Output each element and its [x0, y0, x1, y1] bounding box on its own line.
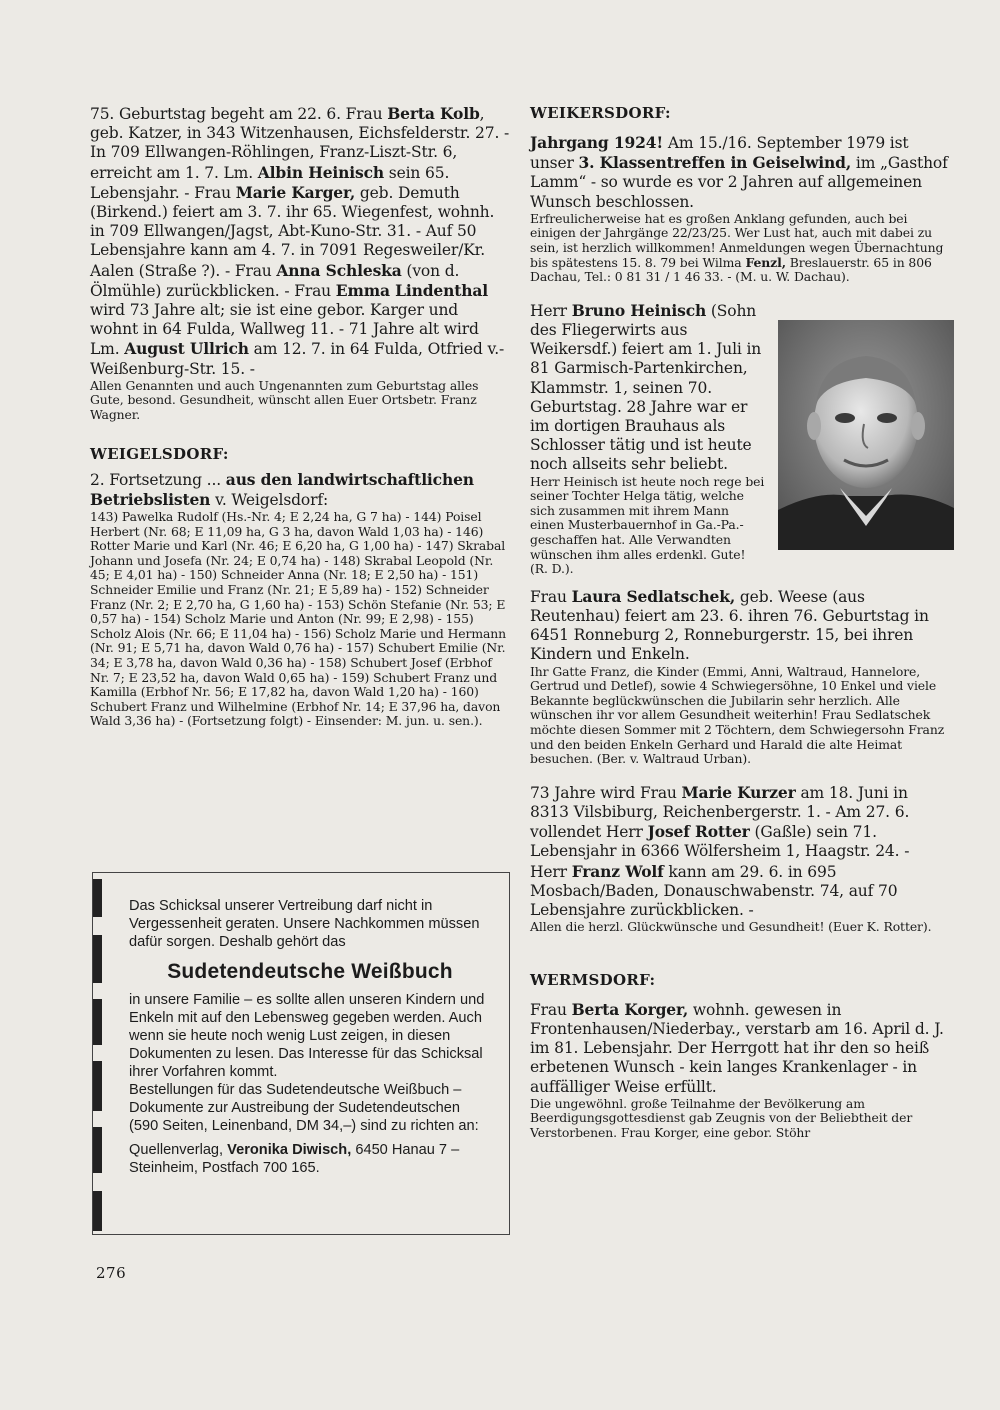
heinisch-paragraph	[530, 301, 766, 475]
notice-bar	[93, 1191, 102, 1231]
text-run: Breslauerstr. 65 in 806 Dachau, Tel.: 0 81 31 / 1 46 33. - (M. u. W. Dachau).	[530, 254, 932, 285]
weigelsdorf-list: 143) Pawelka Rudolf (Hs.-Nr. 4; E 2,24 ha, G 7 ha) - 144) Poisel Herbert (Nr. 68; E 11,09 ha, G 3 ha, davon Wald 1,03 ha) - 146) Rotter Marie und Karl (Nr. 46; E 6,20 ha, G 1,00 ha) - 147) Skrabal Johann und Josefa (Nr. 24; E 0,74 ha) - 148) Skrabal Leopold (Nr. 45; E 4,01 ha) - 150) Schneider Anna (Nr. 18; E 2,50 ha) - 151) Schneider Emilie und Franz (Nr. 21; E 5,89 ha) - 152) Schneider Franz (Nr. 2; E 2,70 ha, G 1,60 ha) - 153) Schön Stefanie (Nr. 53; E 0,57 ha) - 154) Scholz Marie und Anton (Nr. 99; E 2,98) - 155) Scholz Alois (Nr. 66; E 11,04 ha) - 156) Scholz Marie und Hermann (Nr. 91; E 5,71 ha, davon Wald 0,76 ha) - 157) Schubert Emilie (Nr. 34; E 3,78 ha, davon Wald 0,36 ha) - 158) Schubert Josef (Erbhof Nr. 7; E 23,52 ha, davon Wald 0,65 ha) - 159) Schubert Franz und Kamilla (Erbhof Nr. 56; E 17,82 ha, davon Wald 1,20 ha) - 160) Schubert Franz und Wilhelmine (Erbhof Nr. 14; E 37,96 ha, davon Wald 3,36 ha) - (Fortsetzung folgt) - Einsender: M. jun. u. sen.).	[90, 509, 507, 729]
left-column	[90, 104, 510, 729]
name-fenzl: Fenzl,	[745, 254, 786, 270]
kurzer-note: Allen die herzl. Glückwünsche und Gesundheit! (Euer K. Rotter).	[530, 919, 932, 935]
name-berta-korger: Berta Korger,	[571, 999, 689, 1019]
section-heading-weikersdorf: WEIKERSDORF:	[530, 104, 671, 122]
text-run: 2. Fortsetzung ...	[90, 470, 226, 489]
text-run: kann am 29. 6. in 695 Mosbach/Baden, Donauschwabenstr. 74, auf 70 Lebensjahre zurückblicken. -	[530, 862, 898, 919]
notice-intro: Das Schicksal unserer Vertreibung darf nicht in Vergessenheit geraten. Unsere Nachkommen müssen dafür sorgen. Deshalb gehört das	[129, 898, 480, 950]
portrait-photo	[778, 320, 954, 550]
notice-bar	[93, 935, 102, 983]
text-run: geb. Demuth (Birkend.) feiert am 3. 7. ihr 65. Wiegenfest, wohnh. in 709 Ellwangen/Jagst, Abt-Kuno-Str. 31. - Auf 50 Lebensjahre kann am 4. 7. in 7091 Regesweiler/Kr. Aalen (Straße ?). - Frau	[90, 183, 495, 280]
text-run: Am 15./16. September 1979 ist unser	[530, 134, 909, 173]
text-run: (Sohn des Fliegerwirts aus Weikersdf.) feiert am 1. Juli in 81 Garmisch-Partenkirchen, Klammstr. 1, seinen 70. Geburtstag. 28 Jahre war er im dortigen Brauhaus als Schlosser tätig und ist heute noch allseits sehr beliebt.	[530, 301, 762, 474]
sedlatschek-paragraph	[530, 587, 950, 665]
text-run: 73 Jahre wird Frau	[530, 783, 682, 802]
notice-bar	[93, 999, 102, 1045]
weikersdorf-details	[530, 212, 950, 285]
notice-body: in unsere Familie – es sollte allen unseren Kindern und Enkeln mit auf den Lebensweg gegeben werden. Auch wenn sie heute noch wenig Lust zeigen, in diesen Dokumenten zu lesen. Das Interesse für das Schicksal ihrer Vorfahren kommt.	[129, 992, 485, 1080]
page-number: 276	[96, 1264, 127, 1282]
text-run: , geb. Katzer, in 343 Witzenhausen, Eichsfelderstr. 27. - In 709 Ellwangen-Röhlingen, Franz-Liszt-Str. 6, erreicht am 1. 7. Lm.	[90, 105, 510, 182]
text-run: geb. Weese (aus Reutenhau) feiert am 23. 6. ihren 76. Geburtstag in 6451 Ronneburg 2, Ronneburgerstr. 15, bei ihren Kindern und Enkeln.	[530, 587, 929, 664]
section-heading-wermsdorf: WERMSDORF:	[530, 970, 656, 989]
name-josef-rotter: Josef Rotter	[647, 822, 750, 842]
birthday-greeting: Allen Genannten und auch Ungenannten zum Geburtstag alles Gute, besond. Gesundheit, wünscht allen Euer Ortsbetr. Franz Wagner.	[90, 377, 479, 423]
text-run: am 12. 7. in 64 Fulda, Otfried v.-Weißenburg-Str. 15. -	[90, 340, 505, 378]
text-run: v. Weigelsdorf:	[210, 490, 329, 509]
text-run: am 18. Juni in 8313 Vilsbiburg, Reichenbergerstr. 1. - Am 27. 6. vollendet Herr	[530, 783, 910, 842]
text-run: (von d. Ölmühle) zurückblicken. - Frau	[90, 261, 460, 300]
name-emma-lindenthal: Emma Lindenthal	[335, 280, 488, 300]
name-berta-kolb: Berta Kolb	[387, 104, 480, 123]
text-run: im „Gasthof Lamm“ - so wurde es vor 2 Jahren auf allgemeinen Wunsch beschlossen.	[530, 154, 948, 211]
text-run: wird 73 Jahre alt; sie ist eine gebor. Karger und wohnt in 64 Fulda, Wallweg 11. - 71 Jahre alt wird Lm.	[90, 301, 479, 359]
notice-bar	[93, 1061, 102, 1111]
weikersdorf-announcement	[530, 133, 950, 212]
name-marie-karger: Marie Karger,	[235, 182, 356, 202]
notice-title: Sudetendeutsche Weißbuch	[167, 960, 453, 983]
korger-paragraph	[530, 1000, 950, 1097]
notice-order: Bestellungen für das Sudetendeutsche Weißbuch – Dokumente zur Austreibung der Sudetendeutschen (590 Seiten, Leinenband, DM 34,–) sind zu richten an:	[129, 1082, 479, 1134]
klassentreffen-label: 3. Klassentreffen in Geiselwind,	[578, 153, 852, 173]
notice-decorative-bars	[93, 873, 103, 1234]
text-run: Frau	[530, 1000, 572, 1019]
text-run: (Gaßle) sein 71. Lebensjahr in 6366 Wölfersheim 1, Haagstr. 24. - Herr	[530, 823, 910, 881]
weigelsdorf-intro	[90, 470, 510, 510]
name-albin-heinisch: Albin Heinisch	[257, 162, 384, 182]
korger-note: Die ungewöhnl. große Teilnahme der Bevölkerung am Beerdigungsgottesdienst gab Zeugnis von der Beliebtheit der Verstorbenen. Frau Korger, eine gebor. Stöhr	[530, 1095, 913, 1140]
section-heading-weigelsdorf: WEIGELSDORF:	[90, 444, 229, 463]
name-marie-kurzer: Marie Kurzer	[681, 782, 796, 802]
heinisch-note-text: Herr Heinisch ist heute noch rege bei seiner Tochter Helga tätig, welche sich zusammen mit ihrem Mann einen Musterbauernhof in Ga.-Pa.-geschaffen hat. Alle Verwandten wünschen ihm alles erdenkl. Gute! (R. D.).	[530, 473, 765, 577]
weissbuch-notice-box	[92, 872, 510, 1235]
text-run: Herr	[530, 301, 572, 320]
sedlatschek-note: Ihr Gatte Franz, die Kinder (Emmi, Anni, Waltraud, Hannelore, Gertrud und Detlef), sowie 4 Schwiegersöhne, 10 Enkel und viele Bekannte beglückwünschen die Jubilarin sehr herzlich. Alle wünschen ihr vor allem Gesundheit weiterhin! Frau Sedlatschek möchte diesen Sommer mit 2 Töchtern, dem Schwiegersohn Franz und den beiden Enkeln Gerhard und Harald die alte Heimat besuchen. (Ber. v. Waltraud Urban).	[530, 663, 945, 767]
name-august-ullrich: August Ullrich	[124, 339, 249, 359]
text-run: wohnh. gewesen in Frontenhausen/Niederbay., verstarb am 16. April d. J. im 81. Lebensjahr. Der Herrgott hat ihr den so heiß erbetenen Wunsch - kein langes Krankenlager - in auffälliger Weise erfüllt.	[530, 1000, 944, 1096]
text-run: Frau	[530, 587, 572, 606]
birthday-paragraph-1	[90, 104, 510, 379]
name-laura-sedlatschek: Laura Sedlatschek,	[571, 586, 736, 606]
name-franz-wolf: Franz Wolf	[571, 861, 664, 881]
jahrgang-label: Jahrgang 1924!	[530, 133, 664, 152]
text-run: Quellenverlag,	[129, 1142, 228, 1158]
text-run: 6450 Hanau 7 – Steinheim, Postfach 700 165.	[129, 1142, 460, 1176]
notice-content	[129, 897, 491, 1177]
publisher-name: Veronika Diwisch,	[227, 1142, 352, 1158]
portrait-photo-icon	[778, 320, 954, 550]
text-run: sein 65. Lebensjahr. - Frau	[90, 163, 450, 202]
right-column	[530, 104, 950, 1141]
notice-address	[129, 1141, 491, 1177]
name-bruno-heinisch: Bruno Heinisch	[571, 300, 707, 320]
text-run: Erfreulicherweise hat es großen Anklang gefunden, auch bei einigen der Jahrgänge 22/23/25. Wer Lust hat, auch mit dabei zu sein, ist herzlich willkommen! Anmeldungen wegen Übernachtung bis spätestens 15. 8. 79 bei Wilma	[530, 210, 944, 270]
kurzer-paragraph	[530, 783, 950, 920]
notice-bar	[93, 879, 102, 917]
name-anna-schleska: Anna Schleska	[276, 260, 402, 280]
text-run: 75. Geburtstag begeht am 22. 6. Frau	[90, 105, 388, 123]
notice-bar	[93, 1127, 102, 1173]
betriebslisten-title: aus den landwirtschaftlichen Betriebslisten	[90, 469, 474, 509]
